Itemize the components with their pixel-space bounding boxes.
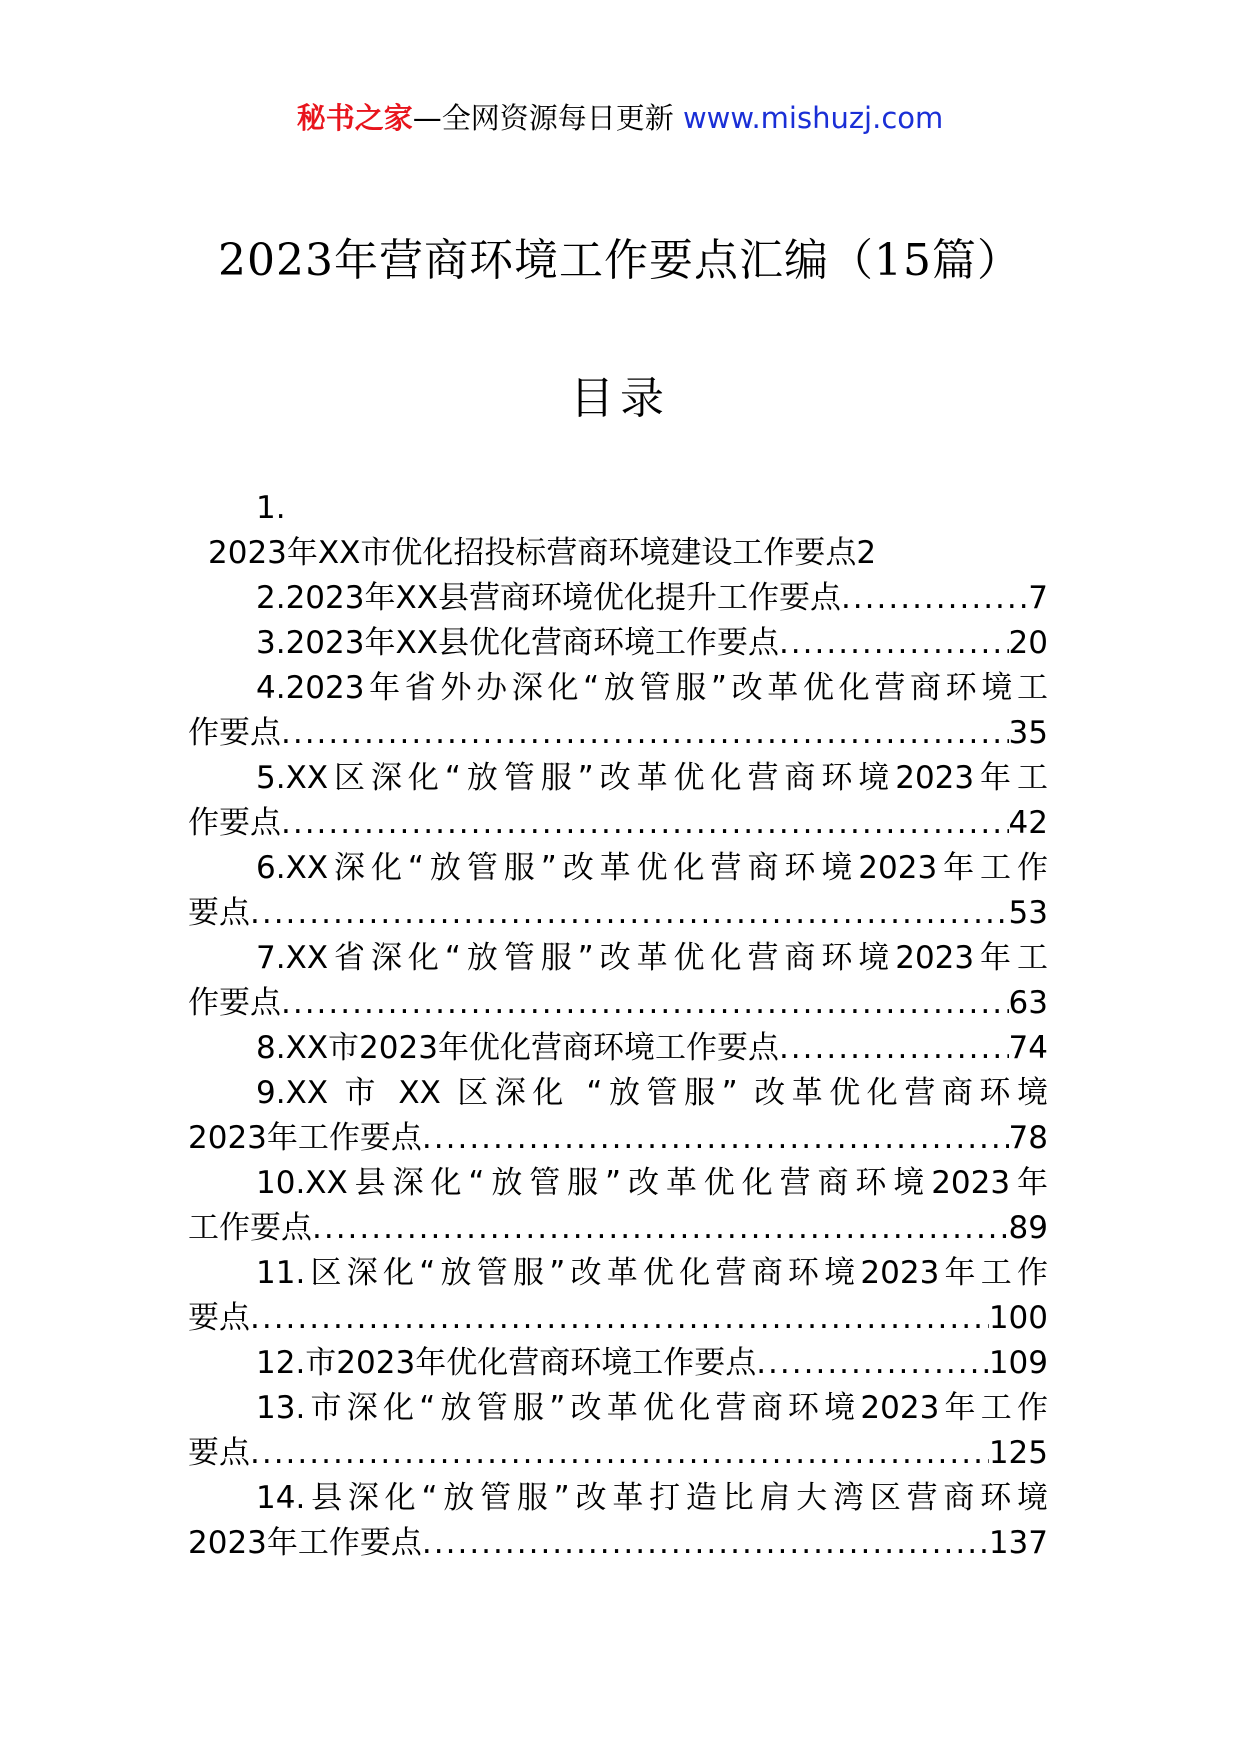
- toc-page-number: 20: [1008, 625, 1048, 661]
- dot-leader: [250, 1431, 989, 1476]
- dot-leader: [312, 1206, 1009, 1251]
- website-link[interactable]: www.mishuzj.com: [682, 101, 944, 135]
- toc-entry-text: [188, 531, 1048, 576]
- toc-entry-title: 12.市2023年优化营商环境工作要点: [256, 1345, 757, 1381]
- toc-entry-9[interactable]: [188, 1071, 1048, 1161]
- toc-entry-title: 3.2023年XX县优化营商环境工作要点: [256, 625, 779, 661]
- toc-entry-title-cont: 要点: [188, 895, 250, 931]
- toc-page-number: 7: [1028, 580, 1048, 616]
- toc-entry-title: 13.市深化“放管服”改革优化营商环境2023年工作: [256, 1390, 1048, 1426]
- toc-entry-12[interactable]: [188, 1341, 1048, 1386]
- dot-leader: [250, 891, 1009, 936]
- toc-entry-title: 2023年XX市优化招投标营商环境建设工作要点: [208, 535, 857, 571]
- dot-leader: [422, 1521, 989, 1566]
- toc-entry-8[interactable]: [188, 1026, 1048, 1071]
- dot-leader: [281, 711, 1009, 756]
- toc-entry-title-cont: 作要点: [188, 805, 281, 841]
- toc-entry-title: 14.县深化“放管服”改革打造比肩大湾区营商环境: [256, 1480, 1048, 1516]
- dot-leader: [250, 1296, 989, 1341]
- document-title: 2023年营商环境工作要点汇编（15篇）: [218, 235, 1022, 286]
- table-of-contents: [188, 486, 1048, 1566]
- toc-page-number: 89: [1008, 1210, 1048, 1246]
- toc-entry-title: 4.2023年省外办深化“放管服”改革优化营商环境工: [256, 670, 1048, 706]
- toc-entry-title-cont: 2023年工作要点: [188, 1525, 422, 1561]
- toc-entry-title: 11.区深化“放管服”改革优化营商环境2023年工作: [256, 1255, 1048, 1291]
- toc-page-number: 2: [856, 535, 877, 571]
- toc-entry-title-cont: 工作要点: [188, 1210, 312, 1246]
- dot-leader: [281, 801, 1009, 846]
- toc-page-number: 63: [1008, 985, 1048, 1021]
- toc-entry-4[interactable]: [188, 666, 1048, 756]
- toc-page-number: 53: [1008, 895, 1048, 931]
- toc-entry-title: 8.XX市2023年优化营商环境工作要点: [256, 1030, 779, 1066]
- toc-entry-5[interactable]: [188, 756, 1048, 846]
- toc-entry-title: 2.2023年XX县营商环境优化提升工作要点: [256, 580, 841, 616]
- dot-leader: [756, 1341, 989, 1386]
- toc-entry-title: 5.XX区深化“放管服”改革优化营商环境2023年工: [256, 760, 1048, 796]
- toc-page-number: 35: [1008, 715, 1048, 751]
- header-slogan: —全网资源每日更新: [412, 101, 674, 135]
- toc-page-number: 100: [988, 1300, 1048, 1336]
- toc-entry-title: 9.XX 市 XX 区深化 “放管服” 改革优化营商环境: [256, 1075, 1048, 1111]
- toc-entry-10[interactable]: [188, 1161, 1048, 1251]
- toc-entry-number: 1.: [256, 490, 286, 526]
- toc-entry-title: 6.XX深化“放管服”改革优化营商环境2023年工作: [256, 850, 1048, 886]
- dot-leader: [779, 621, 1009, 666]
- dot-leader: [841, 576, 1028, 621]
- toc-page-number: 137: [988, 1525, 1048, 1561]
- toc-entry-7[interactable]: [188, 936, 1048, 1026]
- toc-entry-title-cont: 作要点: [188, 985, 281, 1021]
- site-header: [0, 98, 1240, 138]
- toc-page-number: 74: [1008, 1030, 1048, 1066]
- dot-leader: [281, 981, 1009, 1026]
- toc-entry-title-cont: 作要点: [188, 715, 281, 751]
- toc-entry-3[interactable]: [188, 621, 1048, 666]
- toc-entry-title: 10.XX县深化“放管服”改革优化营商环境2023年: [256, 1165, 1048, 1201]
- dot-leader: [779, 1026, 1009, 1071]
- toc-page-number: 42: [1008, 805, 1048, 841]
- toc-entry-1[interactable]: [188, 486, 1048, 576]
- toc-entry-11[interactable]: [188, 1251, 1048, 1341]
- toc-entry-title-cont: 要点: [188, 1435, 250, 1471]
- toc-entry-title-cont: 要点: [188, 1300, 250, 1336]
- brand-name: 秘书之家: [296, 101, 413, 135]
- toc-entry-title-cont: 2023年工作要点: [188, 1120, 422, 1156]
- toc-heading: 目录: [570, 373, 670, 424]
- toc-page-number: 125: [988, 1435, 1048, 1471]
- toc-entry-13[interactable]: [188, 1386, 1048, 1476]
- toc-page-number: 78: [1008, 1120, 1048, 1156]
- dot-leader: [422, 1116, 1009, 1161]
- toc-entry-6[interactable]: [188, 846, 1048, 936]
- toc-entry-title: 7.XX省深化“放管服”改革优化营商环境2023年工: [256, 940, 1048, 976]
- toc-page-number: 109: [988, 1345, 1048, 1381]
- toc-entry-14[interactable]: [188, 1476, 1048, 1566]
- toc-entry-2[interactable]: [188, 576, 1048, 621]
